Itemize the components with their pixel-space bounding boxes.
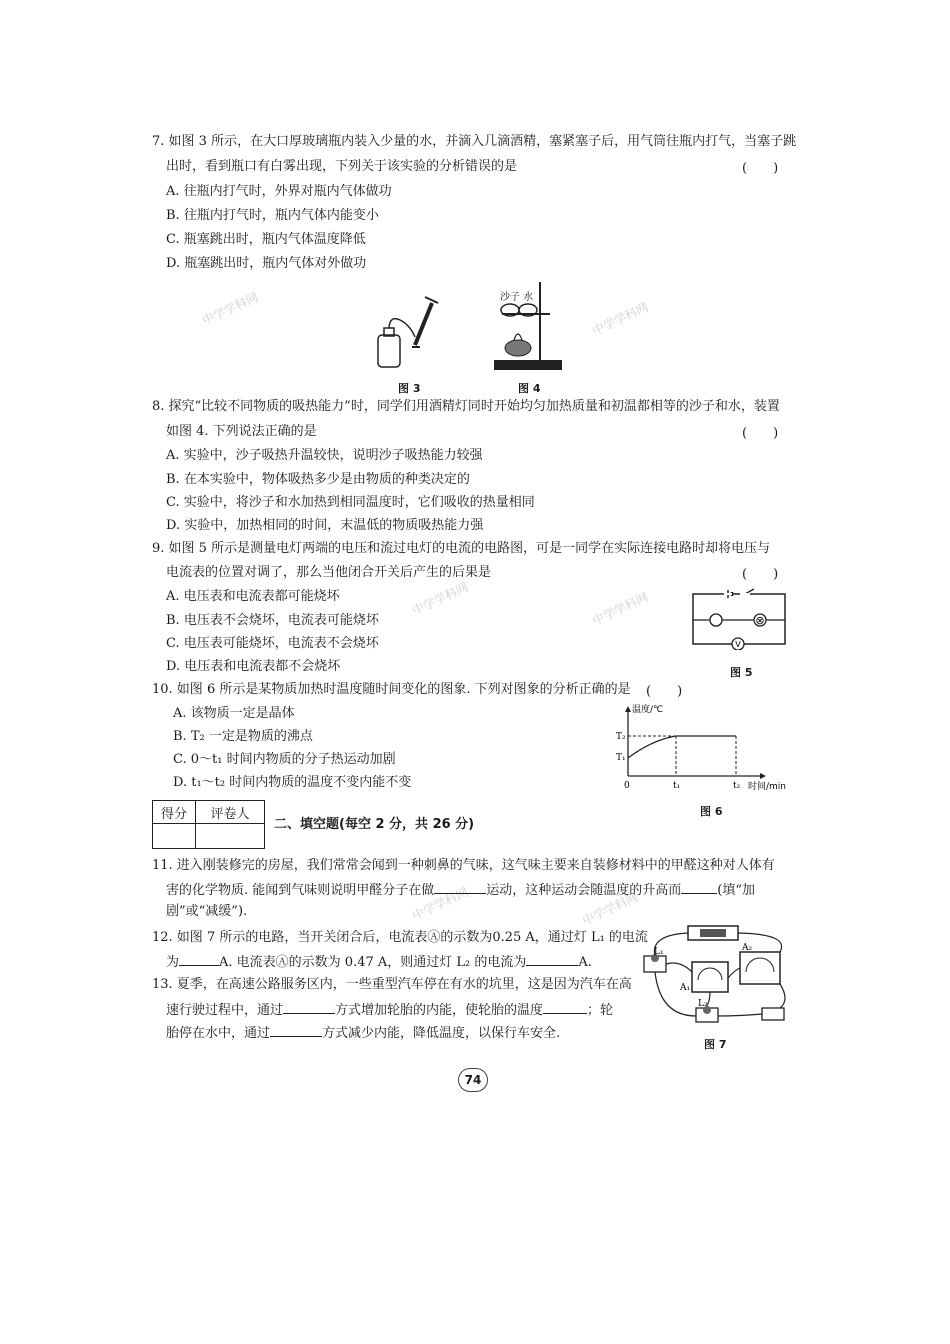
q11-line1: 11. 进入刚装修完的房屋，我们常常会闻到一种刺鼻的气味，这气味主要来自装修材料中的甲醛这种对人体有 (152, 858, 775, 873)
watermark: 中学学科网 (410, 579, 471, 618)
figure-4-label: 沙子 水 (500, 292, 534, 303)
q7-option-a: A. 往瓶内打气时，外界对瓶内气体做功 (166, 184, 392, 199)
q7-line1: 7. 如图 3 所示，在大口厚玻璃瓶内装入少量的水，并滴入几滴酒精，塞紧塞子后，用气筒往瓶内打气，当塞子跳 (152, 134, 797, 149)
q7-line2: 出时，看到瓶口有白雾出现，下列关于该实验的分析错误的是 (166, 159, 518, 174)
q12-line2-part3: A. (578, 955, 592, 970)
q13-line1: 13. 夏季，在高速公路服务区内，一些重型汽车停在有水的坑里，这是因为汽车在高 (152, 977, 632, 992)
grader-header: 评卷人 (196, 801, 265, 824)
q13-blank-1[interactable] (283, 1001, 335, 1014)
q8-option-a: A. 实验中，沙子吸热升温较快，说明沙子吸热能力较强 (166, 448, 483, 463)
q7-option-b: B. 往瓶内打气时，瓶内气体内能变小 (166, 208, 379, 223)
score-cell[interactable] (153, 824, 196, 849)
q9-option-c: C. 电压表可能烧坏，电流表不会烧坏 (166, 636, 379, 651)
graph-t2-label: T₂ (616, 732, 626, 742)
score-table (152, 800, 265, 849)
q12-blank-1[interactable] (179, 953, 219, 966)
figure-6-temperature-graph (612, 700, 792, 795)
q8-option-d: D. 实验中，加热相同的时间，末温低的物质吸热能力强 (166, 518, 484, 533)
q10-option-b: B. T₂ 一定是物质的沸点 (173, 729, 313, 744)
graph-origin-label: 0 (624, 781, 630, 791)
q10-option-c: C. 0～t₁ 时间内物质的分子热运动加剧 (173, 752, 396, 767)
q9-line2: 电流表的位置对调了，那么当他闭合开关后产生的后果是 (166, 565, 492, 580)
fig7-l2-label: L₂ (698, 999, 708, 1009)
q8-option-b: B. 在本实验中，物体吸热多少是由物质的种类决定的 (166, 472, 470, 487)
q9-answer-paren: ( ) (742, 567, 779, 582)
figure-3-bottle-pump (370, 285, 450, 375)
q10-answer-paren: ( ) (646, 684, 683, 699)
score-header: 得分 (153, 801, 196, 824)
page-number: 74 (458, 1068, 488, 1092)
watermark: 中学学科网 (590, 299, 651, 338)
q8-answer-paren: ( ) (742, 426, 779, 441)
lamp-symbol: ⊗ (755, 614, 765, 627)
figure-5-circuit (690, 588, 790, 650)
q13-line2-part1: 速行驶过程中，通过 (166, 1003, 284, 1018)
q12-line2 (166, 953, 592, 971)
watermark: 中学学科网 (590, 589, 651, 628)
figure-5-caption: 图 5 (730, 666, 753, 679)
fig7-l1-label: L₁ (654, 947, 664, 957)
q8-option-c: C. 实验中，将沙子和水加热到相同温度时，它们吸收的热量相同 (166, 495, 535, 510)
q9-line1: 9. 如图 5 所示是测量电灯两端的电压和流过电灯的电流的电路图，可是一同学在实际连接电路时却将电压与 (152, 541, 771, 556)
q12-line1: 12. 如图 7 所示的电路，当开关闭合后，电流表Ⓐ的示数为0.25 A，通过灯 L₁ 的电流 (152, 930, 648, 945)
q12-line2-part1: 为 (166, 955, 180, 970)
q13-line3-part2: 方式减少内能，降低温度，以保行车安全. (322, 1026, 561, 1041)
q7-option-c: C. 瓶塞跳出时，瓶内气体温度降低 (166, 232, 366, 247)
q13-line2 (166, 1001, 613, 1019)
graph-ylabel: 温度/℃ (632, 705, 664, 715)
graph-x2-label: t₂ (733, 781, 741, 791)
grader-cell[interactable] (196, 824, 265, 849)
q11-line2-part3: (填“加 (717, 883, 755, 898)
graph-t1-label: T₁ (616, 753, 626, 763)
figure-7-caption: 图 7 (704, 1038, 727, 1051)
figure-4-caption: 图 4 (518, 382, 541, 395)
watermark: 中学学科网 (200, 289, 261, 328)
q10-option-d: D. t₁～t₂ 时间内物质的温度不变内能不变 (173, 775, 412, 790)
q11-blank-1[interactable] (434, 881, 486, 894)
q9-option-d: D. 电压表和电流表都不会烧坏 (166, 659, 341, 674)
q11-line2 (166, 881, 755, 899)
q7-option-d: D. 瓶塞跳出时，瓶内气体对外做功 (166, 256, 367, 271)
q7-answer-paren: ( ) (742, 161, 779, 176)
q11-line3: 剧”或“减缓”). (166, 904, 248, 919)
q13-line3-part1: 胎停在水中，通过 (166, 1026, 271, 1041)
q8-line2: 如图 4. 下列说法正确的是 (166, 424, 317, 439)
q13-line2-part2: 方式增加轮胎的内能，使轮胎的温度 (335, 1003, 544, 1018)
graph-xlabel: 时间/min (748, 782, 787, 792)
q12-line2-part2: A. 电流表Ⓐ的示数为 0.47 A，则通过灯 L₂ 的电流为 (219, 955, 527, 970)
voltmeter-symbol: V (735, 640, 741, 649)
watermark: 中学学科网 (410, 884, 471, 923)
q9-option-b: B. 电压表不会烧坏，电流表可能烧坏 (166, 613, 379, 628)
q13-blank-3[interactable] (270, 1024, 322, 1037)
graph-x1-label: t₁ (673, 781, 681, 791)
fig7-a1-label: A₁ (680, 983, 691, 993)
figure-3-caption: 图 3 (398, 382, 421, 395)
q13-line3 (166, 1024, 560, 1042)
q11-line2-part1: 害的化学物质. 能闻到气味则说明甲醛分子在做 (166, 883, 435, 898)
figure-6-caption: 图 6 (700, 805, 723, 818)
section-2-title: 二、填空题(每空 2 分，共 26 分) (274, 817, 475, 832)
q12-blank-2[interactable] (526, 953, 578, 966)
figure-7-circuit (640, 920, 800, 1030)
q13-blank-2[interactable] (543, 1001, 587, 1014)
q13-line2-part3: ；轮 (587, 1003, 614, 1018)
q9-option-a: A. 电压表和电流表都可能烧坏 (166, 589, 340, 604)
q8-line1: 8. 探究“比较不同物质的吸热能力”时，同学们用酒精灯同时开始均匀加热质量和初温都相等的沙子和水，装置 (152, 399, 780, 414)
q11-line2-part2: 运动，这种运动会随温度的升高而 (486, 883, 682, 898)
fig7-a2-label: A₂ (742, 943, 753, 953)
q10-option-a: A. 该物质一定是晶体 (173, 706, 295, 721)
q11-blank-2[interactable] (681, 881, 717, 894)
watermark: 中学学科网 (580, 889, 641, 928)
q10-line1: 10. 如图 6 所示是某物质加热时温度随时间变化的图象. 下列对图象的分析正确的是 (152, 682, 631, 697)
